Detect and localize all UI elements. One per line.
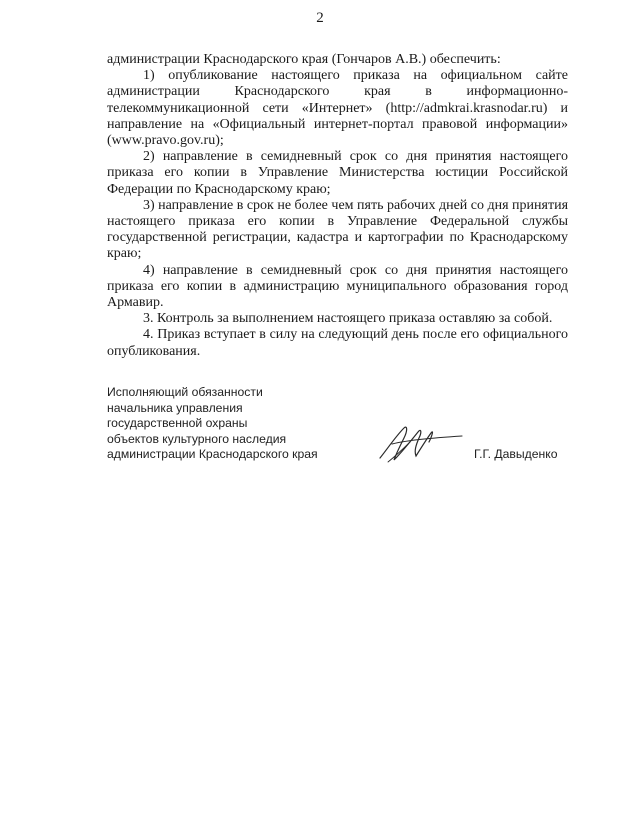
page-number: 2 [316, 10, 324, 26]
item-4-paragraph: 4) направление в семидневный срок со дня принятия настоящего приказа его копии в администрацию муниципального образования город Армавир. [107, 262, 568, 311]
signatory-title-line: объектов культурного наследия [107, 431, 287, 446]
signer-name: Г.Г. Давыденко [474, 447, 558, 461]
item-1-paragraph: 1) опубликование настоящего приказа на официальном сайте администрации Краснодарского края в информационно-телекоммуникационной сети «Интернет» (http://admkrai.krasnodar.ru) и направление на «Официальный интернет-портал правовой информации» (www.pravo.gov.ru); [107, 68, 568, 149]
intro-paragraph: администрации Краснодарского края (Гончаров А.В.) обеспечить: [107, 52, 501, 67]
signatory-title-line: начальника управления [107, 400, 243, 415]
item-2-paragraph: 2) направление в семидневный срок со дня принятия настоящего приказа его копии в Управление Министерства юстиции Российской Федерации по Краснодарскому краю; [107, 149, 568, 197]
effective-date-paragraph: 4. Приказ вступает в силу на следующий день после его официального опубликования. [107, 327, 568, 359]
signatory-title-line: Исполняющий обязанности [107, 385, 263, 399]
handwritten-signature [374, 418, 466, 466]
document-body [107, 52, 568, 360]
signatory-title-line: государственной охраны [107, 416, 248, 430]
signatory-title-line: администрации Краснодарского края [107, 447, 318, 461]
control-clause-paragraph: 3. Контроль за выполнением настоящего приказа оставляю за собой. [143, 311, 553, 327]
item-3-paragraph: 3) направление в срок не более чем пять рабочих дней со дня принятия настоящего приказа его копии в Управление Федеральной службы государственной регистрации, кадастра и картографии по Краснодарскому краю; [107, 197, 569, 262]
